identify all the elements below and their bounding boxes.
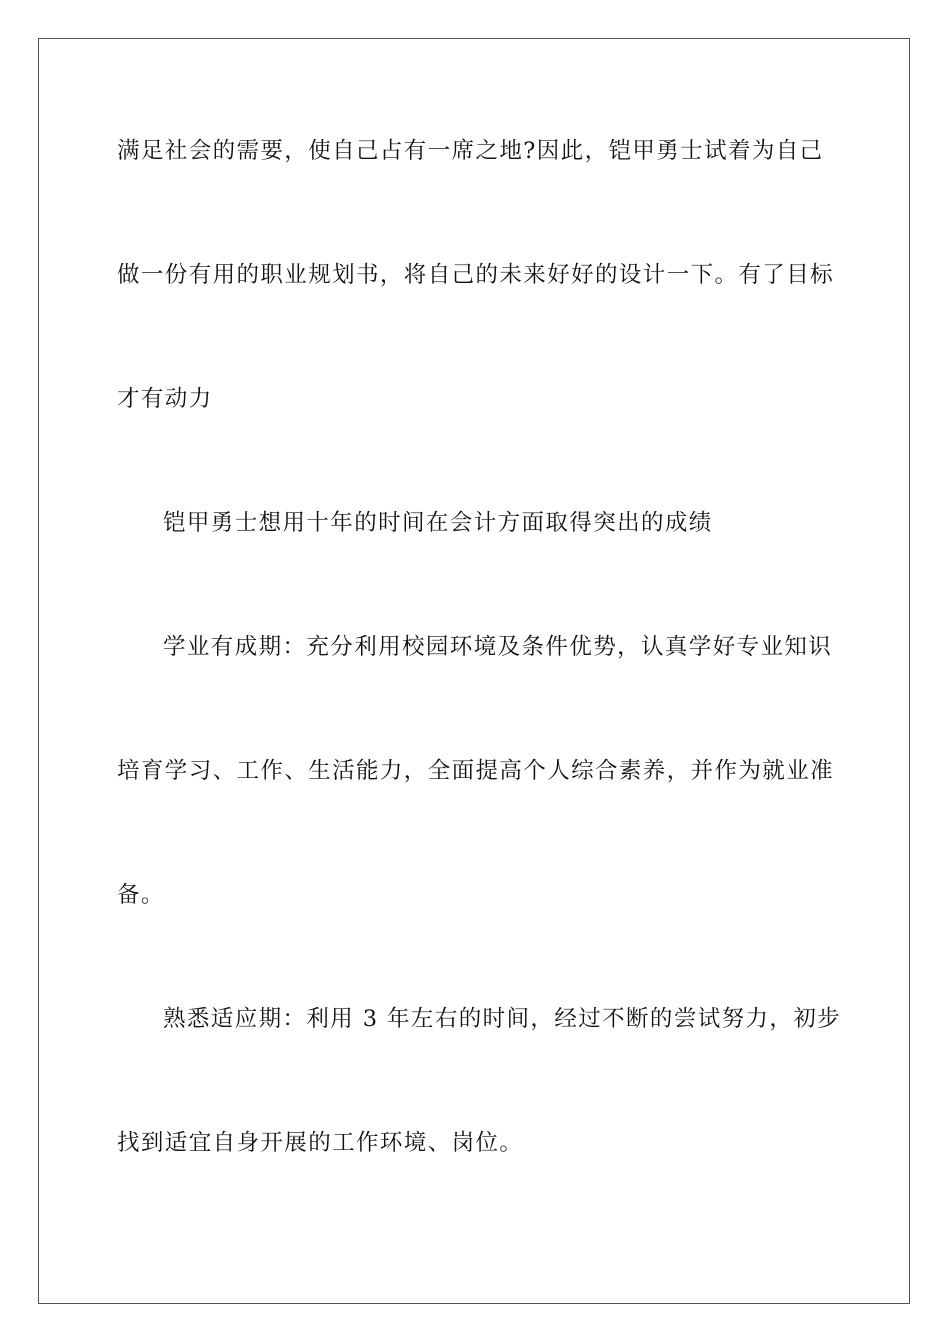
body-text-line: 才有动力: [117, 386, 213, 412]
body-text-line: 培育学习、工作、生活能力，全面提高个人综合素养，并作为就业准: [117, 758, 835, 784]
body-text-line: 做一份有用的职业规划书，将自己的未来好好的设计一下。有了目标: [117, 262, 835, 288]
body-text-line: 找到适宜自身开展的工作环境、岗位。: [117, 1130, 524, 1156]
paragraph-study-phase: 学业有成期：充分利用校园环境及条件优势，认真学好专业知识: [163, 634, 833, 660]
paragraph-goal: 铠甲勇士想用十年的时间在会计方面取得突出的成绩: [163, 510, 713, 536]
paragraph-adaptation-phase: 熟悉适应期：利用 3 年左右的时间，经过不断的尝试努力，初步: [163, 1006, 842, 1032]
body-text-line: 满足社会的需要，使自己占有一席之地?因此，铠甲勇士试着为自己: [117, 138, 824, 164]
body-text-line: 备。: [117, 882, 165, 908]
page-border: [38, 38, 910, 1304]
